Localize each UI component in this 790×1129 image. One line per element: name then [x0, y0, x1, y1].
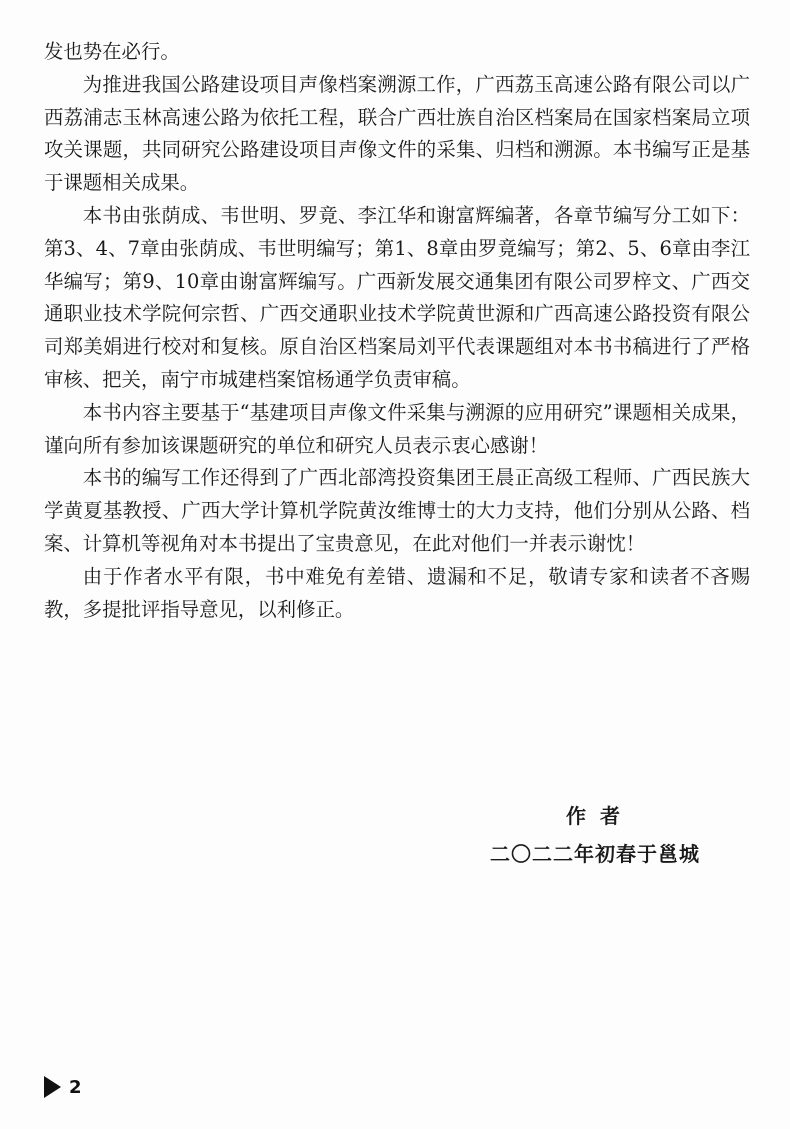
paragraph-closing-request: 由于作者水平有限，书中难免有差错、遗漏和不足，敬请专家和读者不吝赐教，多提批评指导意见，以利修正。	[44, 564, 750, 621]
page-footer	[44, 1072, 82, 1102]
paragraph-research-thanks: 本书内容主要基于“基建项目声像文件采集与溯源的应用研究”课题相关成果，谨向所有参加该课题研究的单位和研究人员表示衷心感谢！	[44, 400, 750, 457]
paragraph-continuation: 发也势在必行。	[44, 40, 180, 63]
paragraph-authors-division: 本书由张荫成、韦世明、罗竟、李江华和谢富辉编著，各章节编写分工如下：第3、4、7章由张荫成、韦世明编写；第1、8章由罗竟编写；第2、5、6章由李江华编写；第9、10章由谢富辉编写。广西新发展交通集团有限公司罗梓文、广西交通职业技术学院何宗哲、广西交通职业技术学院黄世源和广西高速公路投资有限公司郑美娟进行校对和复核。原自治区档案局刘平代表课题组对本书书稿进行了严格审核、把关，南宁市城建档案馆杨通学负责审稿。	[44, 203, 750, 391]
page-number: 2	[69, 1076, 82, 1098]
triangle-marker-icon	[44, 1076, 61, 1098]
paragraph-project-background: 为推进我国公路建设项目声像档案溯源工作，广西荔玉高速公路有限公司以广西荔浦志玉林高速公路为依托工程，联合广西壮族自治区档案局在国家档案局立项攻关课题，共同研究公路建设项目声像文件的采集、归档和溯源。本书编写正是基于课题相关成果。	[44, 72, 750, 195]
preface-body	[44, 36, 750, 626]
paragraph-expert-thanks: 本书的编写工作还得到了广西北部湾投资集团王晨正高级工程师、广西民族大学黄夏基教授、广西大学计算机学院黄汝维博士的大力支持，他们分别从公路、档案、计算机等视角对本书提出了宝贵意见，在此对他们一并表示谢忱！	[44, 466, 750, 555]
signature-author: 作者	[566, 804, 634, 828]
signature-date-place: 二〇二二年初春于邕城	[490, 842, 700, 866]
